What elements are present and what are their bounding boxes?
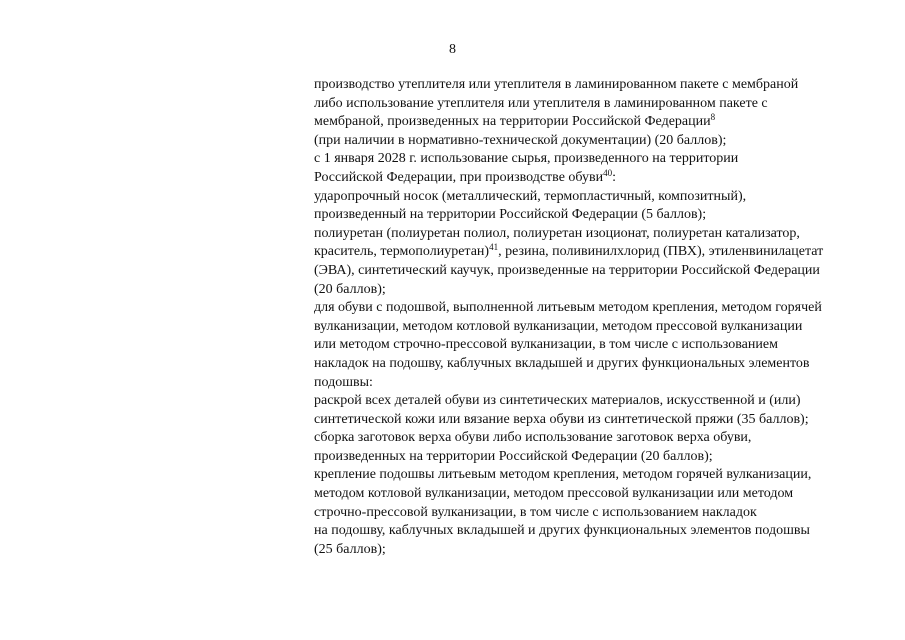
page-number: 8 xyxy=(449,42,456,57)
text-line: (ЭВА), синтетический каучук, произведенные на территории Российской Федерации xyxy=(314,262,820,278)
text-line: мембраной, произведенных на территории Российской Федерации$^8$ xyxy=(314,112,716,130)
text-line: крепление подошвы литьевым методом крепления, методом горячей вулканизации, xyxy=(314,467,812,483)
text-line: ударопрочный носок (металлический, термопластичный, композитный), xyxy=(314,188,747,204)
text-line: произведенный на территории Российской Федерации (5 баллов); xyxy=(314,207,707,223)
footnote-ref[interactable]: 40 xyxy=(603,167,613,178)
text-line: либо использование утеплителя или утеплителя в ламинированном пакете с xyxy=(314,95,768,111)
text-line: (при наличии в нормативно-технической документации) (20 баллов); xyxy=(314,132,727,148)
text-line: полиуретан (полиуретан полиол, полиуретан изоционат, полиуретан катализатор, xyxy=(314,225,800,241)
text-line: сборка заготовок верха обуви либо использование заготовок верха обуви, xyxy=(314,430,752,446)
text-line: методом котловой вулканизации, методом прессовой вулканизации или методом xyxy=(314,486,794,502)
text-line: производство утеплителя или утеплителя в ламинированном пакете с мембраной xyxy=(314,77,799,92)
footnote-ref[interactable]: 8 xyxy=(710,112,716,123)
text-line: подошвы: xyxy=(314,374,373,390)
body-text xyxy=(314,76,874,559)
text-line: раскрой всех деталей обуви из синтетических материалов, искусственной и (или) xyxy=(314,393,801,409)
text-line: или методом строчно-прессовой вулканизации, в том числе с использованием xyxy=(314,337,778,353)
text-line: краситель, термополиуретан)$^{41}$, резина, поливинилхлорид (ПВХ), этиленвинилацетат xyxy=(314,242,824,260)
text-line: вулканизации, методом котловой вулканизации, методом прессовой вулканизации xyxy=(314,318,803,334)
text-line: (20 баллов); xyxy=(314,281,386,297)
text-line: строчно-прессовой вулканизации, в том числе с использованием накладок xyxy=(314,504,757,520)
text-line: (25 баллов); xyxy=(314,541,386,557)
text-line: произведенных на территории Российской Федерации (20 баллов); xyxy=(314,448,713,464)
text-line: Российской Федерации, при производстве обуви$^{40}$: xyxy=(314,167,617,185)
text-line: накладок на подошву, каблучных вкладышей и других функциональных элементов xyxy=(314,355,810,371)
text-line: на подошву, каблучных вкладышей и других функциональных элементов подошвы xyxy=(314,523,810,539)
text-line: для обуви с подошвой, выполненной литьевым методом крепления, методом горячей xyxy=(314,300,822,316)
footnote-ref[interactable]: 41 xyxy=(489,242,499,253)
text-line: с 1 января 2028 г. использование сырья, произведенного на территории xyxy=(314,151,739,167)
text-line: синтетической кожи или вязание верха обуви из синтетической пряжи (35 баллов); xyxy=(314,411,809,427)
